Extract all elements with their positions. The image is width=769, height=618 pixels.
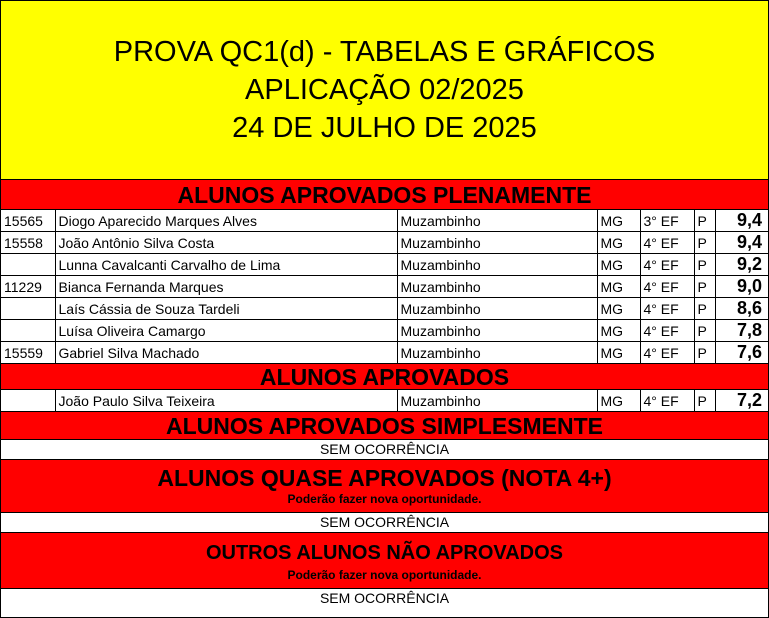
section-title-outros: OUTROS ALUNOS NÃO APROVADOS [205,541,564,564]
section-title-plenamente: ALUNOS APROVADOS PLENAMENTE [1,180,768,210]
section-quase [1,460,768,513]
student-name: Diogo Aparecido Marques Alves [55,210,397,232]
student-status: P [694,232,715,254]
student-state: MG [597,276,640,298]
table-row [1,320,768,342]
student-grade: 3° EF [640,210,694,232]
table-row [1,276,768,298]
student-name: Bianca Fernanda Marques [55,276,397,298]
student-score: 9,2 [715,254,768,276]
student-grade: 4° EF [640,342,694,364]
section-title-quase: ALUNOS QUASE APROVADOS (NOTA 4+) [157,465,612,491]
student-code [1,390,55,412]
empty-quase: SEM OCORRÊNCIA [1,513,768,533]
table-row [1,342,768,364]
student-grade: 4° EF [640,232,694,254]
student-state: MG [597,232,640,254]
student-score: 7,6 [715,342,768,364]
student-score: 7,8 [715,320,768,342]
student-status: P [694,390,715,412]
table-row [1,232,768,254]
student-code: 15565 [1,210,55,232]
student-city: Muzambinho [397,254,597,276]
student-state: MG [597,342,640,364]
student-city: Muzambinho [397,232,597,254]
table-aprovados [1,390,768,412]
student-state: MG [597,390,640,412]
student-grade: 4° EF [640,276,694,298]
student-score: 8,6 [715,298,768,320]
student-status: P [694,320,715,342]
student-grade: 4° EF [640,298,694,320]
student-city: Muzambinho [397,342,597,364]
student-score: 7,2 [715,390,768,412]
section-title-simplesmente: ALUNOS APROVADOS SIMPLESMENTE [1,412,768,440]
student-score: 9,4 [715,232,768,254]
student-status: P [694,342,715,364]
student-status: P [694,276,715,298]
empty-simplesmente: SEM OCORRÊNCIA [1,440,768,460]
student-state: MG [597,320,640,342]
student-name: Luísa Oliveira Camargo [55,320,397,342]
section-outros [1,533,768,589]
sheet-header [1,1,768,180]
student-name: João Antônio Silva Costa [55,232,397,254]
student-state: MG [597,210,640,232]
student-score: 9,0 [715,276,768,298]
section-title-aprovados: ALUNOS APROVADOS [1,364,768,390]
student-name: Lunna Cavalcanti Carvalho de Lima [55,254,397,276]
student-status: P [694,254,715,276]
student-city: Muzambinho [397,210,597,232]
student-grade: 4° EF [640,254,694,276]
student-city: Muzambinho [397,390,597,412]
student-state: MG [597,254,640,276]
header-title: PROVA QC1(d) - TABELAS E GRÁFICOS [113,36,656,68]
student-name: Laís Cássia de Souza Tardeli [55,298,397,320]
header-date: 24 DE JULHO DE 2025 [232,112,537,144]
table-plenamente [1,210,768,364]
table-row [1,254,768,276]
table-row [1,390,768,412]
student-code [1,254,55,276]
table-row [1,210,768,232]
table-row [1,298,768,320]
section-note-outros: Poderão fazer nova oportunidade. [287,567,482,582]
section-note-quase: Poderão fazer nova oportunidade. [287,492,482,506]
student-grade: 4° EF [640,320,694,342]
student-grade: 4° EF [640,390,694,412]
student-state: MG [597,298,640,320]
student-code: 15559 [1,342,55,364]
student-status: P [694,298,715,320]
student-city: Muzambinho [397,298,597,320]
student-name: João Paulo Silva Teixeira [55,390,397,412]
student-score: 9,4 [715,210,768,232]
student-code [1,320,55,342]
header-application: APLICAÇÃO 02/2025 [245,74,524,106]
student-city: Muzambinho [397,276,597,298]
empty-outros: SEM OCORRÊNCIA [1,589,768,608]
student-code: 15558 [1,232,55,254]
student-code [1,298,55,320]
student-code: 11229 [1,276,55,298]
student-status: P [694,210,715,232]
student-city: Muzambinho [397,320,597,342]
student-name: Gabriel Silva Machado [55,342,397,364]
